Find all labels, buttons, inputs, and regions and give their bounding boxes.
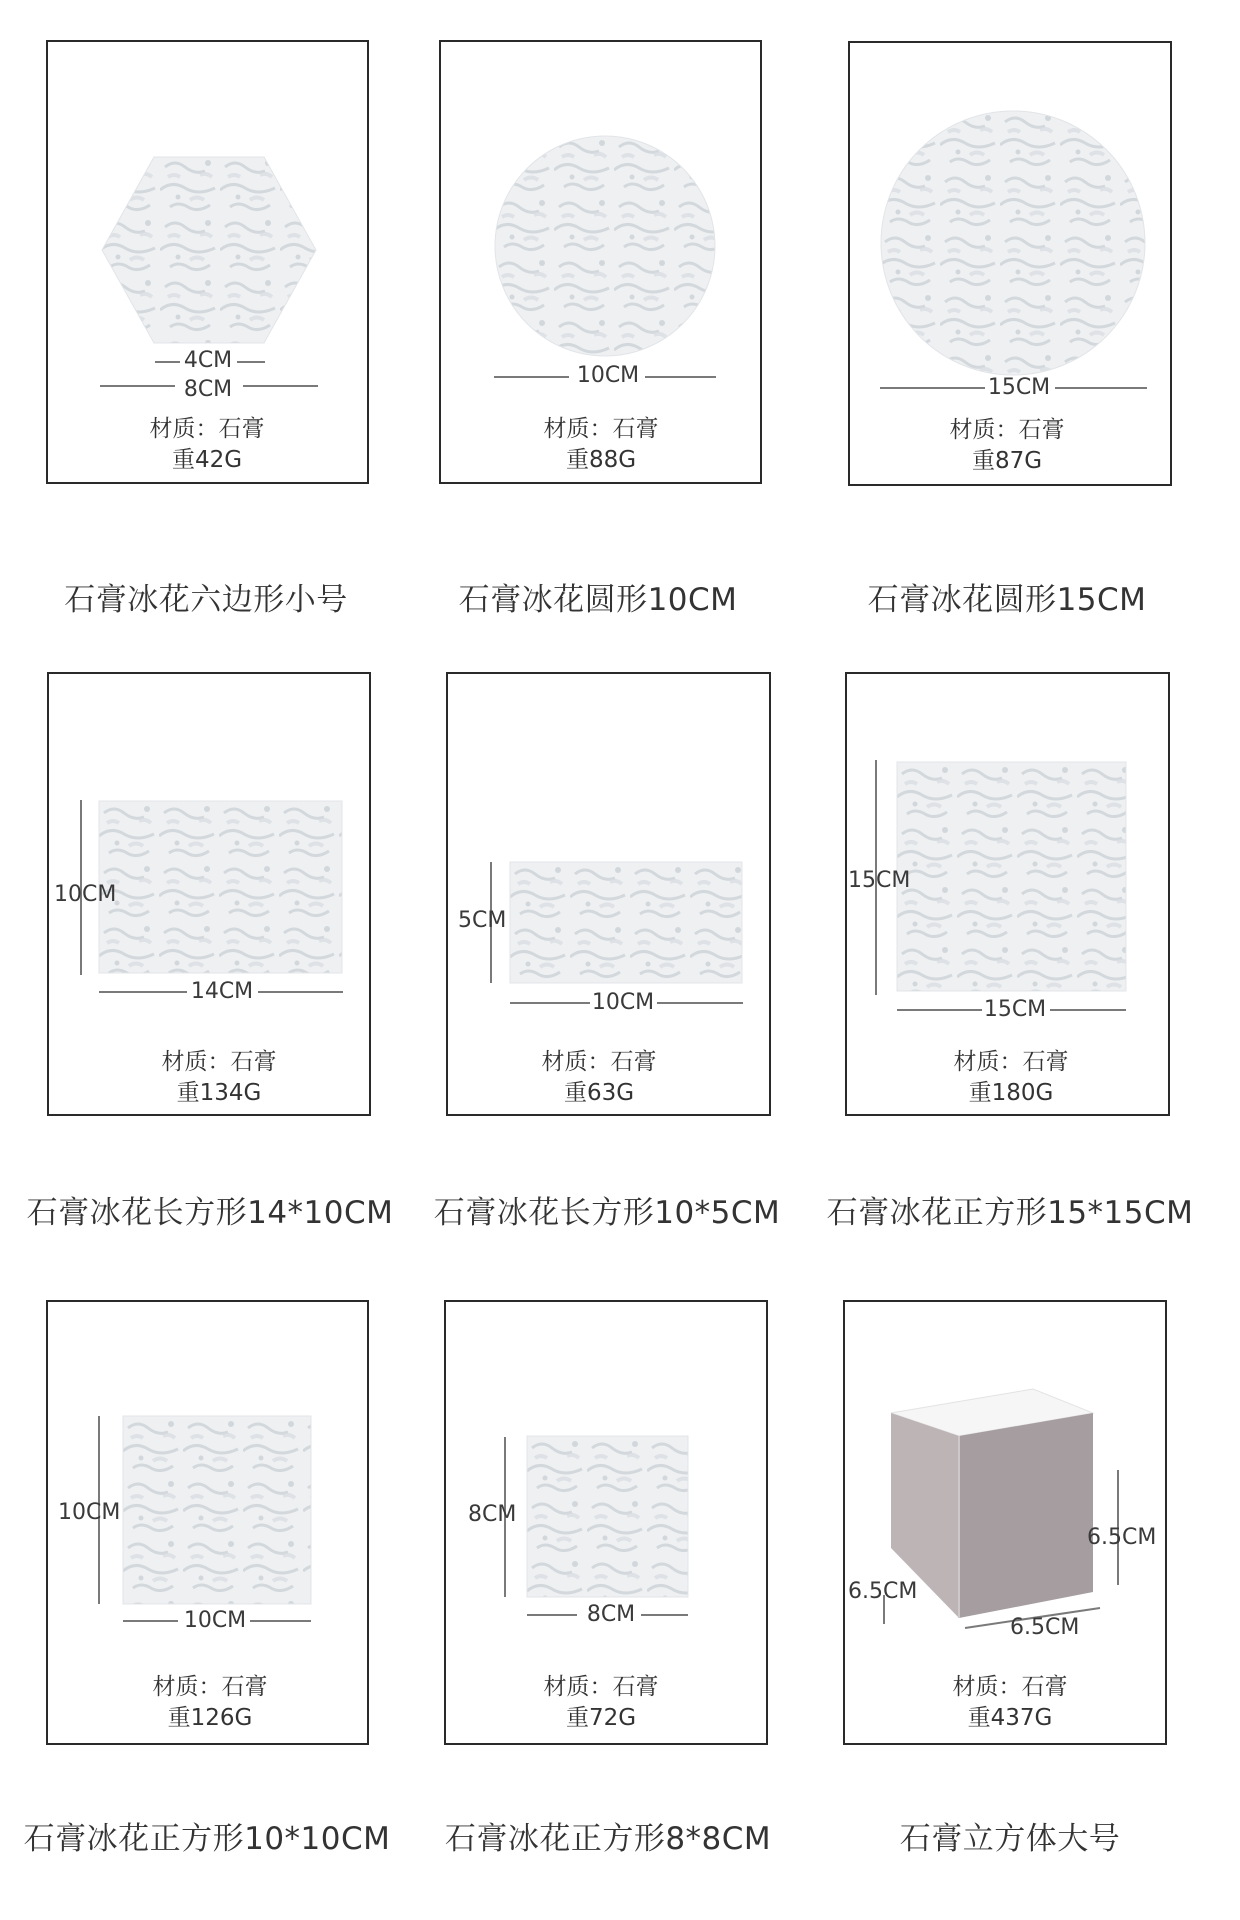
dimension-label: 8CM bbox=[183, 377, 233, 402]
product-title[interactable]: 石膏冰花正方形15*15CM bbox=[826, 1195, 1194, 1231]
dimension-label: 6.5CM bbox=[848, 1579, 918, 1604]
product-info bbox=[544, 414, 659, 476]
material-text: 材质：石膏 bbox=[152, 1674, 268, 1700]
material-text: 材质：石膏 bbox=[149, 416, 265, 442]
product-title[interactable]: 石膏立方体大号 bbox=[899, 1821, 1121, 1857]
dimension-label: 10CM bbox=[58, 1500, 121, 1525]
product-info bbox=[150, 414, 265, 476]
circle-image bbox=[880, 110, 1146, 376]
material-text: 材质：石膏 bbox=[541, 1049, 657, 1075]
rectangle-image bbox=[510, 862, 742, 983]
material-text: 材质：石膏 bbox=[161, 1049, 277, 1075]
product-info bbox=[950, 415, 1065, 477]
product-title[interactable]: 石膏冰花长方形14*10CM bbox=[26, 1195, 394, 1231]
square-image bbox=[123, 1416, 311, 1604]
weight-text: 重42G bbox=[171, 447, 243, 473]
dimension-label: 15CM bbox=[987, 375, 1051, 400]
product-title[interactable]: 石膏冰花圆形10CM bbox=[458, 582, 738, 618]
product-info bbox=[954, 1047, 1069, 1109]
square-image bbox=[527, 1436, 688, 1597]
dimension-label: 15CM bbox=[848, 868, 911, 893]
material-text: 材质：石膏 bbox=[949, 417, 1065, 443]
hexagon-image bbox=[100, 155, 318, 345]
material-text: 材质：石膏 bbox=[952, 1674, 1068, 1700]
weight-text: 重88G bbox=[565, 447, 637, 473]
dimension-label: 4CM bbox=[183, 348, 233, 373]
product-info bbox=[153, 1672, 268, 1734]
weight-text: 重87G bbox=[971, 448, 1043, 474]
circle-image bbox=[494, 135, 716, 357]
weight-text: 重126G bbox=[167, 1705, 253, 1731]
dimension-label: 14CM bbox=[190, 979, 254, 1004]
dimension-label: 6.5CM bbox=[1087, 1525, 1157, 1550]
dimension-label: 6.5CM bbox=[1010, 1615, 1080, 1640]
dimension-label: 10CM bbox=[183, 1608, 247, 1633]
dimension-label: 10CM bbox=[576, 363, 640, 388]
product-title[interactable]: 石膏冰花正方形10*10CM bbox=[23, 1821, 391, 1857]
square-image bbox=[897, 762, 1126, 991]
dimension-label: 5CM bbox=[458, 908, 507, 933]
dimension-label: 8CM bbox=[468, 1502, 517, 1527]
dimension-label: 10CM bbox=[591, 990, 655, 1015]
weight-text: 重180G bbox=[968, 1080, 1054, 1106]
product-title[interactable]: 石膏冰花六边形小号 bbox=[64, 582, 348, 618]
weight-text: 重437G bbox=[967, 1705, 1053, 1731]
material-text: 材质：石膏 bbox=[543, 416, 659, 442]
weight-text: 重72G bbox=[565, 1705, 637, 1731]
product-info bbox=[542, 1047, 657, 1109]
rectangle-image bbox=[99, 801, 342, 973]
material-text: 材质：石膏 bbox=[543, 1674, 659, 1700]
dimension-label: 8CM bbox=[586, 1602, 636, 1627]
product-title[interactable]: 石膏冰花正方形8*8CM bbox=[444, 1821, 772, 1857]
weight-text: 重134G bbox=[176, 1080, 262, 1106]
product-info bbox=[544, 1672, 659, 1734]
product-title[interactable]: 石膏冰花圆形15CM bbox=[867, 582, 1147, 618]
product-title[interactable]: 石膏冰花长方形10*5CM bbox=[433, 1195, 781, 1231]
dimension-label: 10CM bbox=[54, 882, 117, 907]
material-text: 材质：石膏 bbox=[953, 1049, 1069, 1075]
product-info bbox=[953, 1672, 1068, 1734]
weight-text: 重63G bbox=[563, 1080, 635, 1106]
product-info bbox=[162, 1047, 277, 1109]
dimension-label: 15CM bbox=[983, 997, 1047, 1022]
